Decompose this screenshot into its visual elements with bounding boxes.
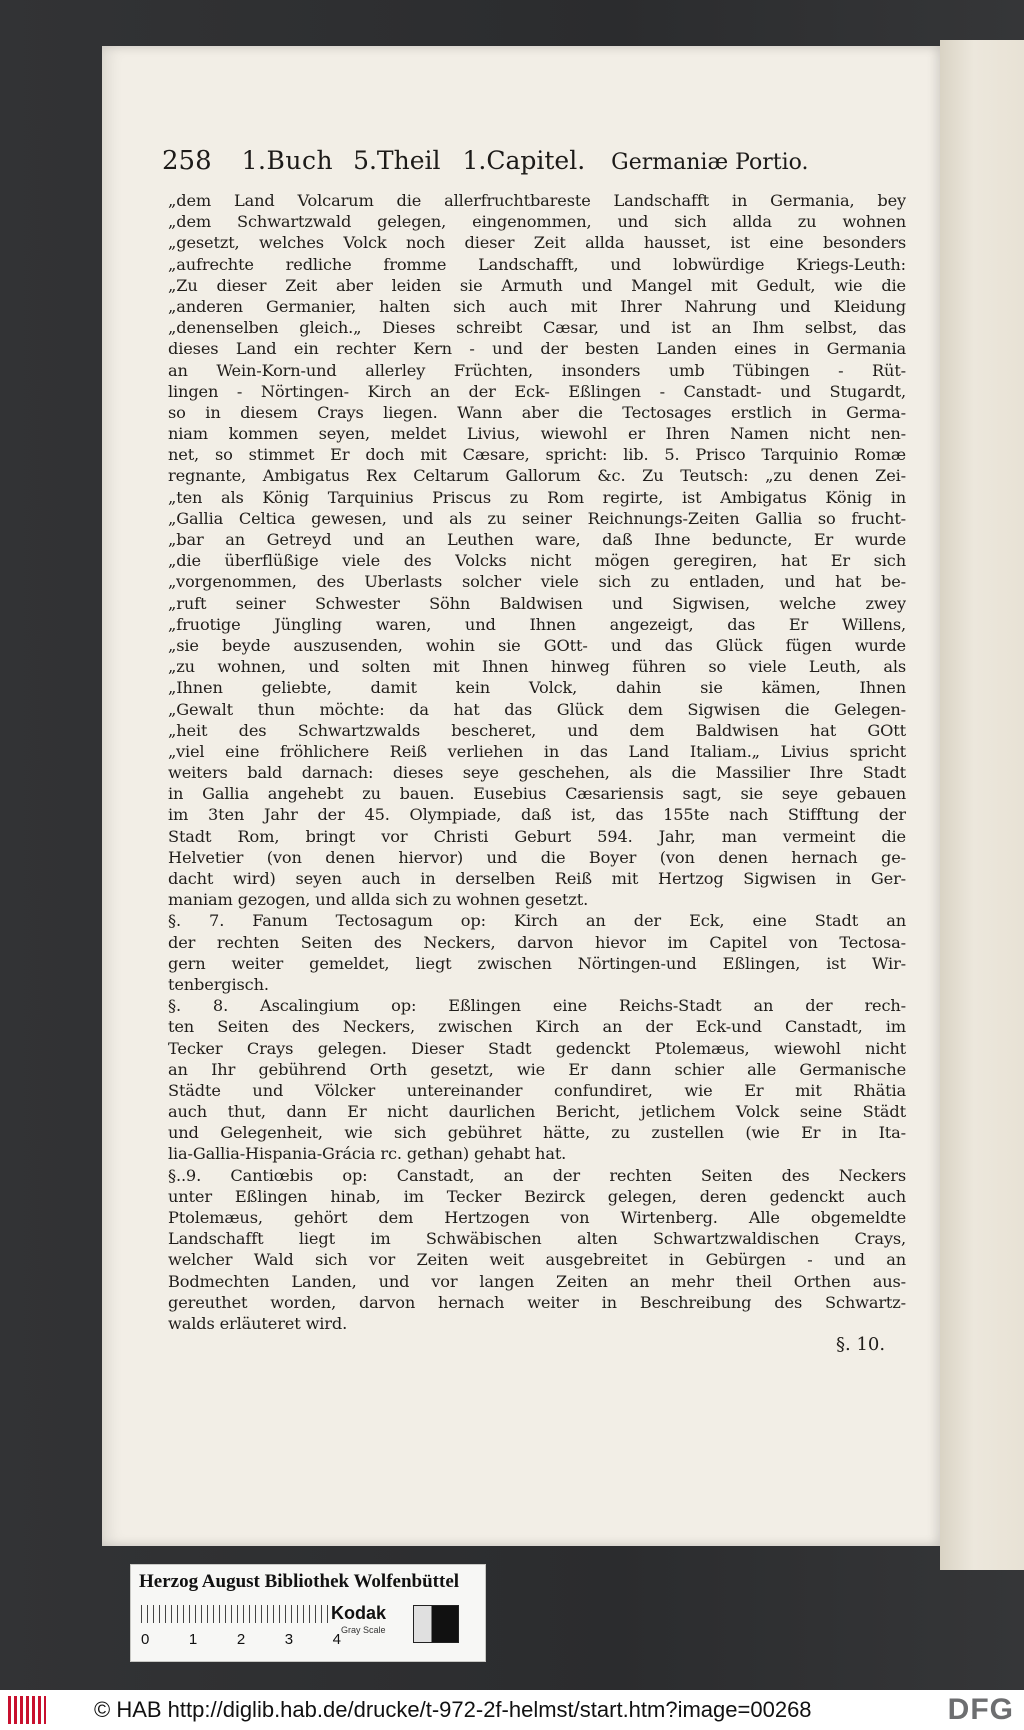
text-line: „denenselben gleich.„ Dieses schreibt Cæsar, und ist an Ihm selbst, das: [168, 318, 906, 338]
text-line: lia-Gallia-Hispania-Grácia rc. gethan) gehabt hat.: [168, 1144, 567, 1164]
book-label: 1.Buch: [241, 146, 334, 175]
text-line: „heit des Schwartzwalds bescheret, und dem Baldwisen hat GOtt: [168, 720, 906, 740]
dfg-logo: DFG: [947, 1693, 1014, 1726]
text-line: weiters bald darnach: dieses seye geschehen, als die Massilier Ihre Stadt: [168, 763, 906, 783]
text-line: welcher Wald sich vor Zeiten weit ausgebreitet in Gebürgen - und an: [168, 1250, 906, 1270]
text-line: „Ihnen geliebte, damit kein Volck, dahin sie kämen, Ihnen: [168, 678, 906, 698]
text-line: §. 8. Ascalingium op: Eßlingen eine Reichs-Stadt an der rech-: [168, 996, 906, 1016]
text-line: „ruft seiner Schwester Söhn Baldwisen und Sigwisen, welche zwey: [168, 593, 906, 613]
text-line: „Gewalt thun möchte: da hat das Glück dem Sigwisen die Gelegen-: [168, 699, 906, 719]
text-line: „anderen Germanier, halten sich auch mit Ihrer Nahrung und Kleidung: [168, 296, 906, 316]
scale-ruler: [141, 1605, 331, 1623]
color-calibration-card: [130, 1564, 486, 1662]
page-number: 258: [162, 146, 212, 176]
scale-number: 3: [284, 1631, 294, 1648]
part-label: 5.Theil: [353, 146, 441, 175]
text-line: „bar an Getreyd und an Leuthen ware, daß Ihne beduncte, Er wurde: [168, 530, 906, 549]
text-line: dieses Land ein rechter Kern - und der besten Landen eines in Germania: [168, 339, 906, 359]
text-line: „Gallia Celtica gewesen, und als zu seiner Reichnungs-Zeiten Gallia so frucht-: [168, 508, 906, 528]
text-line: lingen - Nörtingen- Kirch an der Eck- Eßlingen - Canstadt- und Stugardt,: [168, 381, 906, 401]
text-line: Landschafft liegt im Schwäbischen alten Schwartzwaldischen Crays,: [168, 1229, 906, 1249]
text-line: regnante, Ambigatus Rex Celtarum Gallorum &c. Zu Teutsch: „zu denen Zei-: [168, 466, 906, 486]
adjacent-page-edge: [940, 40, 1024, 1570]
text-line: walds erläuteret wird.: [168, 1313, 348, 1333]
text-line: gereuthet worden, darvon hernach weiter in Beschreibung des Schwartz-: [168, 1292, 906, 1312]
hab-logo-icon: [8, 1696, 46, 1724]
text-line: Tecker Crays gelegen. Dieser Stadt gedenckt Ptolemæus, wiewohl nicht: [168, 1038, 906, 1058]
text-line: an Ihr gebührend Orth gesetzt, wie Er dann schier alle Germanische: [168, 1059, 906, 1079]
text-line: ten Seiten des Neckers, zwischen Kirch an der Eck-und Canstadt, im: [168, 1017, 906, 1037]
library-name: Herzog August Bibliothek Wolfenbüttel: [139, 1571, 460, 1592]
body-text: [168, 190, 906, 1334]
text-line: „zu wohnen, und solten mit Ihnen hinweg führen so viele Leuth, als: [168, 657, 906, 677]
chapter-label: 1.Capitel.: [462, 146, 586, 175]
text-line: Ptolemæus, gehört dem Hertzogen von Wirtenberg. Alle obgemeldte: [168, 1208, 906, 1227]
text-line: Bodmechten Landen, und vor langen Zeiten an mehr theil Orthen aus-: [168, 1271, 906, 1291]
text-line: unter Eßlingen hinab, im Tecker Bezirck gelegen, deren gedenckt auch: [168, 1186, 906, 1206]
text-line: an Wein-Korn-und allerley Früchten, insonders umb Tübingen - Rüt-: [168, 360, 906, 380]
text-line: im 3ten Jahr der 45. Olympiade, daß ist, das 155te nach Stifftung der: [168, 805, 906, 825]
catchword: §. 10.: [836, 1334, 886, 1355]
footer-bar: [0, 1690, 1024, 1730]
scale-numbers: [141, 1631, 341, 1648]
scale-number: 2: [236, 1631, 246, 1648]
text-line: und Gelegenheit, wie sich gebühret hätte, zu zustellen (wie Er in Ita-: [168, 1123, 906, 1143]
text-line: „gesetzt, welches Volck noch dieser Zeit allda hausset, ist eine besonders: [168, 233, 906, 253]
text-line: „dem Schwartzwald gelegen, eingenommen, und sich allda zu wohnen: [168, 212, 906, 232]
text-line: Helvetier (von denen hiervor) und die Boyer (von denen hernach ge-: [168, 847, 906, 867]
gray-swatch: [413, 1605, 459, 1643]
text-line: „vorgenommen, des Uberlasts solcher viele sich zu entladen, und hat be-: [168, 572, 906, 592]
scale-number: 0: [141, 1631, 150, 1648]
text-line: Stadt Rom, bringt vor Christi Geburt 594. Jahr, man vermeint die: [168, 826, 906, 846]
text-line: „dem Land Volcarum die allerfruchtbareste Landschafft in Germania, bey: [168, 191, 906, 210]
text-line: §..9. Cantiœbis op: Canstadt, an der rechten Seiten des Neckers: [168, 1165, 906, 1185]
text-line: „viel eine fröhlichere Reiß verliehen in das Land Italiam.„ Livius spricht: [168, 741, 906, 761]
text-line: „aufrechte redliche fromme Landschafft, und lobwürdige Kriegs-Leuth:: [168, 254, 906, 274]
text-line: „ten als König Tarquinius Priscus zu Rom regirte, ist Ambigatus König in: [168, 487, 906, 507]
running-title: Germaniæ Portio.: [611, 150, 809, 175]
scale-number: 1: [188, 1631, 198, 1648]
page-header: [162, 146, 852, 186]
text-line: „Zu dieser Zeit aber leiden sie Armuth und Mangel mit Gedult, wie die: [168, 275, 906, 295]
text-line: auch thut, dann Er nicht daurlichen Bericht, jetlichem Volck seine Städt: [168, 1102, 906, 1122]
text-line: „die überflüßige viele des Volcks nicht mögen geregiren, hat Er sich: [168, 551, 906, 571]
text-line: §. 7. Fanum Tectosagum op: Kirch an der Eck, eine Stadt an: [168, 911, 906, 931]
text-line: der rechten Seiten des Neckers, darvon hievor im Capitel von Tectosa-: [168, 932, 906, 952]
text-line: dacht wird) seyen auch in derselben Reiß mit Hertzog Sigwisen in Ger-: [168, 869, 906, 888]
text-line: in Gallia angehebt zu bauen. Eusebius Cæsariensis sagt, sie seye gebauen: [168, 784, 906, 804]
text-line: net, so stimmet Er doch mit Cæsare, spricht: lib. 5. Prisco Tarquinio Romæ: [168, 445, 906, 465]
text-line: tenbergisch.: [168, 974, 269, 994]
footer-url[interactable]: © HAB http://diglib.hab.de/drucke/t-972-2f-helmst/start.htm?image=00268: [94, 1697, 812, 1722]
text-line: maniam gezogen, und allda sich zu wohnen gesetzt.: [168, 890, 589, 910]
text-line: „sie beyde auszusenden, wohin sie GOtt- und das Glück fügen wurde: [168, 635, 906, 655]
kodak-brand: Kodak: [331, 1603, 387, 1623]
gray-scale-label: Gray Scale: [341, 1625, 386, 1635]
text-line: niam kommen seyen, meldet Livius, wiewohl er Ihren Namen nicht nen-: [168, 424, 906, 444]
text-line: „fruotige Jüngling waren, und Ihnen angezeigt, das Er Willens,: [168, 614, 906, 634]
scale-number: 4: [332, 1631, 341, 1648]
text-line: so in diesem Crays liegen. Wann aber die Tectosages erstlich in Germa-: [168, 402, 906, 422]
text-line: gern weiter gemeldet, liegt zwischen Nörtingen-und Eßlingen, ist Wir-: [168, 953, 906, 973]
text-line: Städte und Völcker untereinander confundiret, wie Er mit Rhätia: [168, 1080, 906, 1100]
